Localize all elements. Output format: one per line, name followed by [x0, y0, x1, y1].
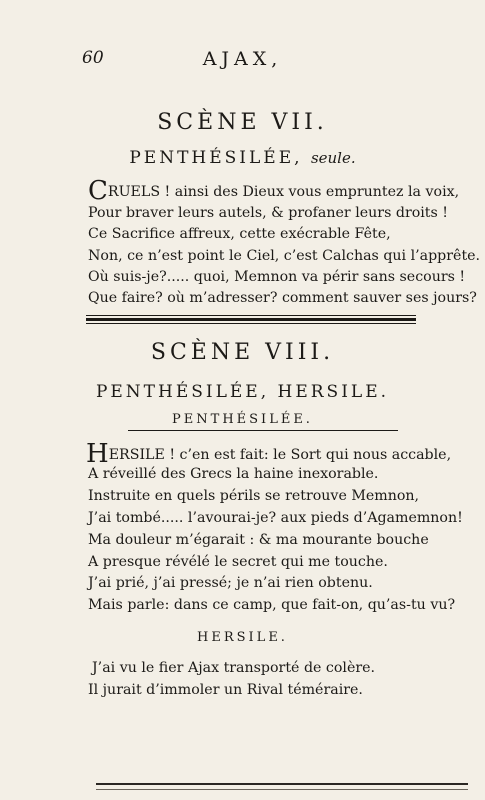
scene8-verse-6: A presque révélé le secret qui me touche.: [88, 554, 388, 570]
scene7-verse-1: CRUELS ! ainsi des Dieux vous empruntez la voix,: [88, 176, 460, 206]
speaker-penthesilee: PENTHÉSILÉE.: [172, 412, 313, 427]
page-number: 60: [82, 48, 104, 68]
scene7-direction: seule.: [310, 149, 356, 167]
running-head: [0, 48, 485, 72]
scene7-verse-3: Ce Sacrifice affreux, cette exécrable Fête,: [88, 226, 391, 242]
bottom-rule-thin: [96, 789, 468, 790]
scene7-verse-5: Où suis-je?..... quoi, Memnon va périr sans secours !: [88, 269, 466, 285]
scene8-title: SCÈNE VIII.: [150, 340, 335, 365]
bottom-rule: [96, 783, 468, 785]
scene7-character-line: [0, 148, 485, 168]
scene7-character: PENTHÉSILÉE,: [129, 148, 303, 168]
scene8-verse-3: Instruite en quels périls se retrouve Memnon,: [88, 488, 420, 504]
scene8-characters: PENTHÉSILÉE, HERSILE.: [95, 382, 390, 402]
scene8-verse-7: J’ai prié, j’ai pressé; je n’ai rien obtenu.: [88, 575, 373, 591]
scene-divider: [86, 315, 416, 325]
running-title: AJAX,: [202, 48, 283, 70]
scene8-verse-5: Ma douleur m’égarait : & ma mourante bouche: [88, 532, 429, 548]
scene8-verse-2: A réveillé des Grecs la haine inexorable.: [88, 466, 379, 482]
scene8-verse-4: J’ai tombé..... l’avourai-je? aux pieds d’Agamemnon!: [88, 510, 463, 526]
speaker-hersile: HERSILE.: [197, 630, 288, 645]
scene8-verse-10: Il jurait d’immoler un Rival téméraire.: [88, 682, 363, 698]
scene7-verse-6: Que faire? où m’adresser? comment sauver ses jours?: [88, 290, 477, 306]
drop-cap: C: [88, 176, 108, 206]
scene8-verse-1: HERSILE ! c’en est fait: le Sort qui nous accable,: [86, 439, 452, 469]
scene7-verse-4: Non, ce n’est point le Ciel, c’est Calchas qui l’apprête.: [88, 248, 481, 264]
scene7-title: SCÈNE VII.: [157, 110, 328, 135]
scene8-verse-9: J’ai vu le fier Ajax transporté de colère.: [92, 660, 376, 676]
scene8-verse-8: Mais parle: dans ce camp, que fait-on, qu’as-tu vu?: [88, 597, 456, 613]
scene7-verse-2: Pour braver leurs autels, & profaner leurs droits !: [88, 205, 449, 221]
drop-cap: H: [86, 439, 109, 469]
speaker-underline: [128, 430, 398, 431]
